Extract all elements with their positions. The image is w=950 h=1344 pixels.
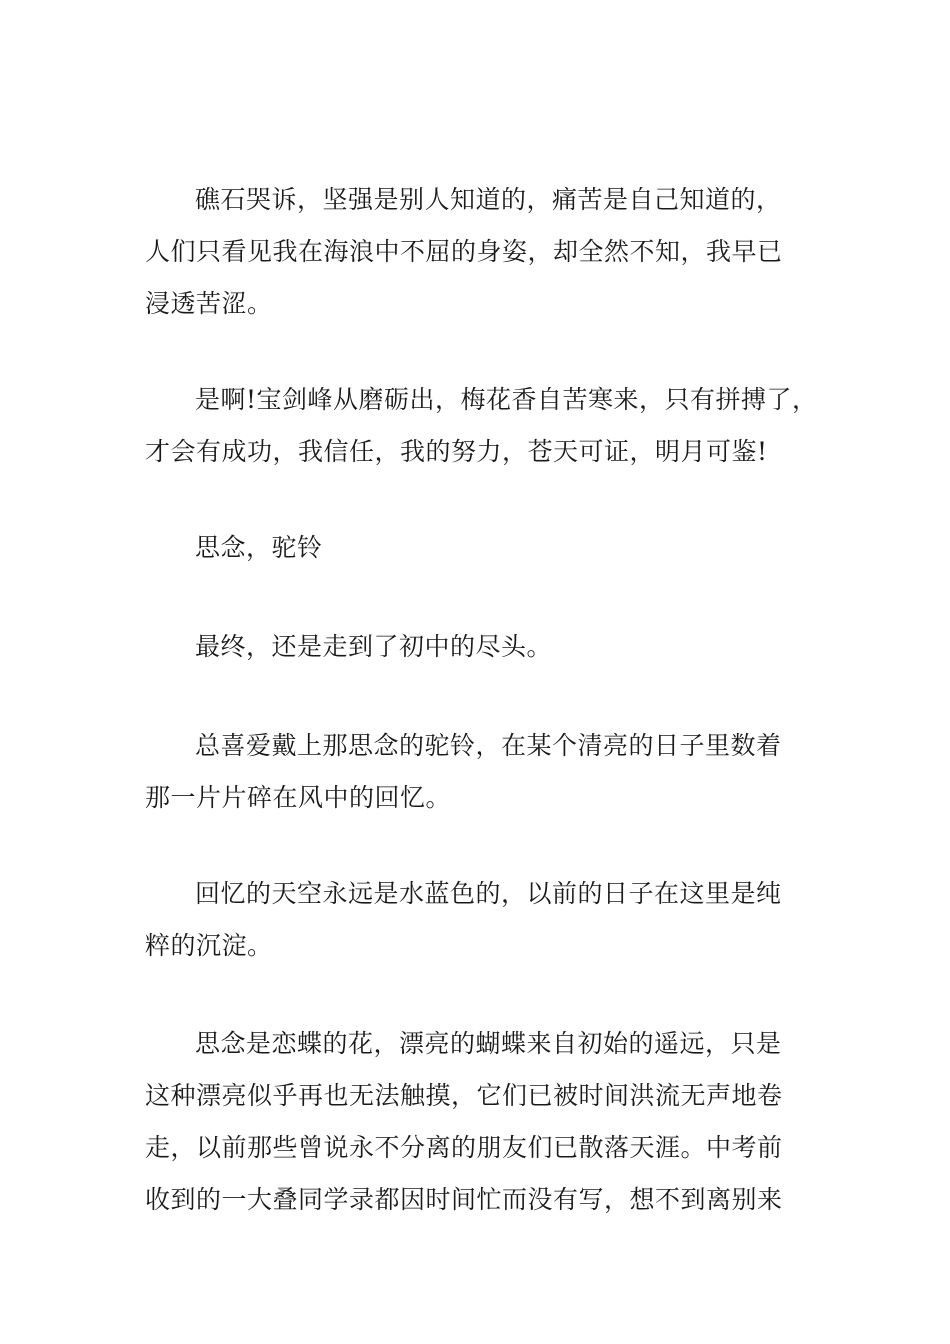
text-line: 才会有成功，我信任，我的努力，苍天可证，明月可鉴! [145, 437, 768, 466]
text-line: 粹的沉淀。 [145, 931, 273, 960]
paragraph-butterfly [145, 1018, 810, 1226]
text-line: 总喜爱戴上那思念的驼铃，在某个清亮的日子里数着 [195, 731, 782, 760]
text-line: 浸透苦涩。 [145, 289, 273, 318]
paragraph-camel-bell [145, 720, 810, 824]
paragraph-sword [145, 374, 818, 478]
text-line: 是啊!宝剑峰从磨砺出，梅花香自苦寒来，只有拼搏了， [195, 385, 818, 414]
text-line: 最终，还是走到了初中的尽头。 [195, 632, 553, 661]
text-line: 收到的一大叠同学录都因时间忙而没有写，想不到离别来 [145, 1185, 783, 1214]
paragraph-reef [145, 174, 810, 330]
text-line: 回忆的天空永远是水蓝色的，以前的日子在这里是纯 [195, 879, 782, 908]
text-line: 这种漂亮似乎再也无法触摸，它们已被时间洪流无声地卷 [145, 1081, 783, 1110]
text-line: 礁石哭诉，坚强是别人知道的，痛苦是自己知道的， [195, 185, 782, 214]
text-line: 那一片片碎在风中的回忆。 [145, 783, 452, 812]
paragraph-end-of-middle-school [145, 621, 810, 673]
text-line: 思念是恋蝶的花，漂亮的蝴蝶来自初始的遥远，只是 [195, 1029, 782, 1058]
text-line: 人们只看见我在海浪中不屈的身姿，却全然不知，我早已 [145, 237, 783, 266]
text-line: 走，以前那些曾说永不分离的朋友们已散落天涯。中考前 [145, 1133, 783, 1162]
paragraph-memory-sky [145, 868, 810, 972]
text-line: 思念，驼铃 [195, 533, 323, 562]
section-heading [145, 522, 810, 574]
